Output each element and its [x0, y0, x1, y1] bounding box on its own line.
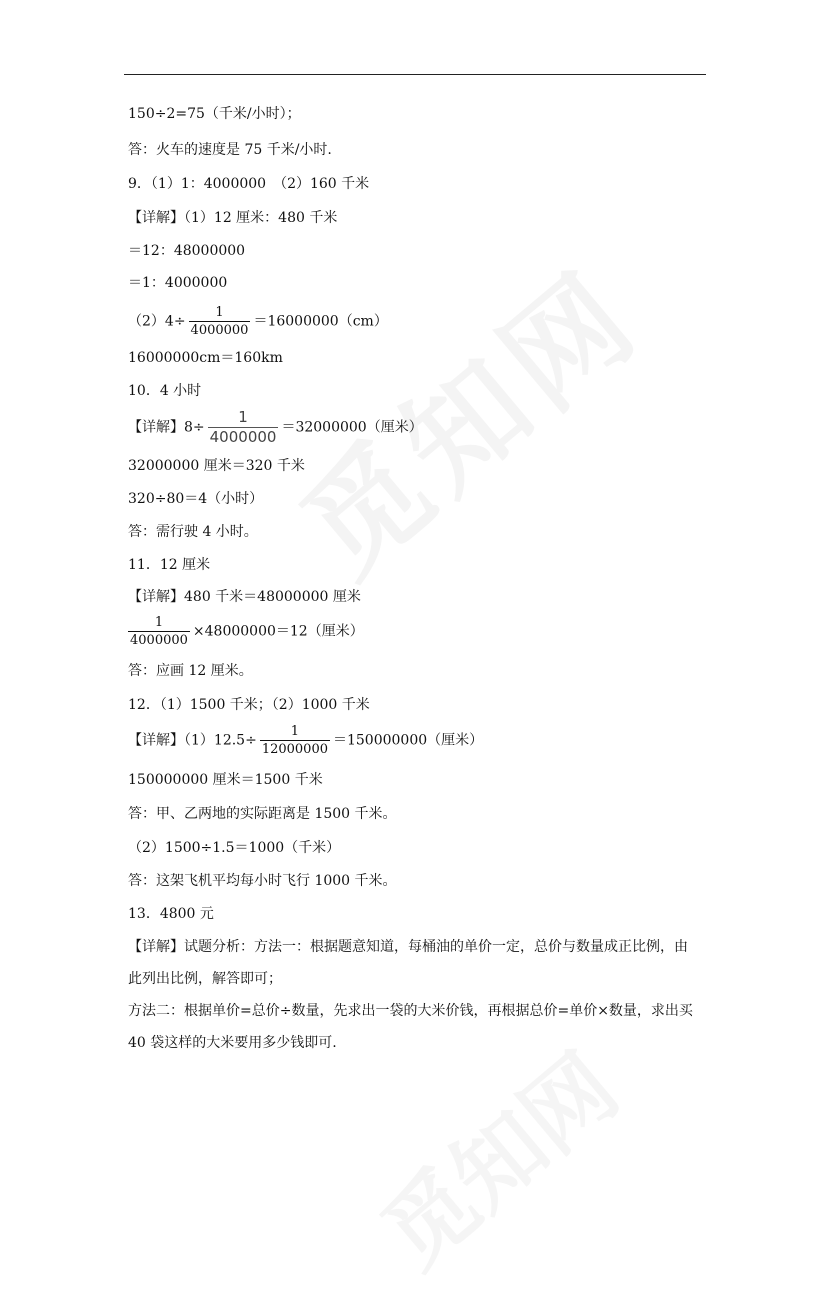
answer-heading-12: 12．（1）1500 千米；（2）1000 千米 [128, 697, 370, 713]
text-line: 150000000 厘米＝1500 千米 [128, 772, 323, 788]
text-line: 32000000 厘米＝320 千米 [128, 458, 305, 474]
fraction-denominator: 4000000 [130, 633, 188, 648]
fraction-numerator: 1 [154, 615, 164, 630]
text-line: 150÷2=75（千米/小时）； [128, 106, 301, 122]
text-line: 此列出比例，解答即可； [128, 971, 282, 987]
fraction-denominator: 4000000 [190, 323, 249, 338]
text-line: ＝1：4000000 [128, 275, 228, 291]
fraction-denominator: 4000000 [209, 428, 277, 446]
header-rule [124, 74, 706, 75]
fraction [128, 616, 190, 647]
text-segment: （2）4÷ [128, 313, 186, 330]
text-line: 16000000cm＝160km [128, 350, 283, 366]
text-line: 答：甲、乙两地的实际距离是 1500 千米。 [128, 806, 397, 822]
text-segment: ＝150000000（厘米） [332, 732, 484, 749]
equation-line [128, 725, 483, 756]
fraction-denominator: 12000000 [261, 742, 328, 757]
text-line: 答：应画 12 厘米。 [128, 663, 253, 679]
text-segment: ＝32000000（厘米） [281, 419, 423, 436]
text-line: 答：需行驶 4 小时。 [128, 524, 258, 540]
fraction-numerator: 1 [290, 724, 300, 739]
fraction-numerator: 1 [238, 408, 248, 426]
answer-heading-11: 11．12 厘米 [128, 557, 211, 573]
text-line: 答：火车的速度是 75 千米/小时. [128, 142, 332, 158]
fraction [260, 725, 330, 756]
text-line: 【详解】480 千米＝48000000 厘米 [128, 589, 361, 605]
text-line: ＝12：48000000 [128, 243, 246, 259]
text-line: 答：这架飞机平均每小时飞行 1000 千米。 [128, 873, 397, 889]
text-line: 40 袋这样的大米要用多少钱即可. [128, 1035, 337, 1051]
text-segment: ×48000000＝12（厘米） [192, 623, 364, 640]
watermark-bottom [350, 1018, 640, 1291]
text-line: 【详解】（1）12 厘米：480 千米 [128, 210, 338, 226]
equation-line [128, 410, 423, 445]
fraction [189, 306, 251, 337]
fraction-numerator: 1 [215, 305, 224, 320]
text-segment: ＝16000000（cm） [253, 313, 388, 330]
fraction [208, 410, 279, 445]
equation-line [128, 306, 388, 337]
text-segment: 【详解】（1）12.5÷ [128, 732, 257, 749]
text-segment: 【详解】8÷ [128, 419, 205, 436]
text-line: 方法二：根据单价=总价÷数量，先求出一袋的大米价钱，再根据总价=单价×数量，求出买 [128, 1003, 693, 1019]
answer-heading-9: 9．（1）1：4000000 （2）160 千米 [128, 176, 370, 192]
equation-line [128, 616, 364, 647]
text-line: 320÷80＝4（小时） [128, 491, 264, 507]
text-line: 【详解】试题分析：方法一：根据题意知道，每桶油的单价一定，总价与数量成正比例，由 [128, 939, 688, 955]
text-line: （2）1500÷1.5＝1000（千米） [128, 840, 341, 856]
answer-heading-13: 13．4800 元 [128, 906, 214, 922]
answer-heading-10: 10．4 小时 [128, 383, 202, 399]
